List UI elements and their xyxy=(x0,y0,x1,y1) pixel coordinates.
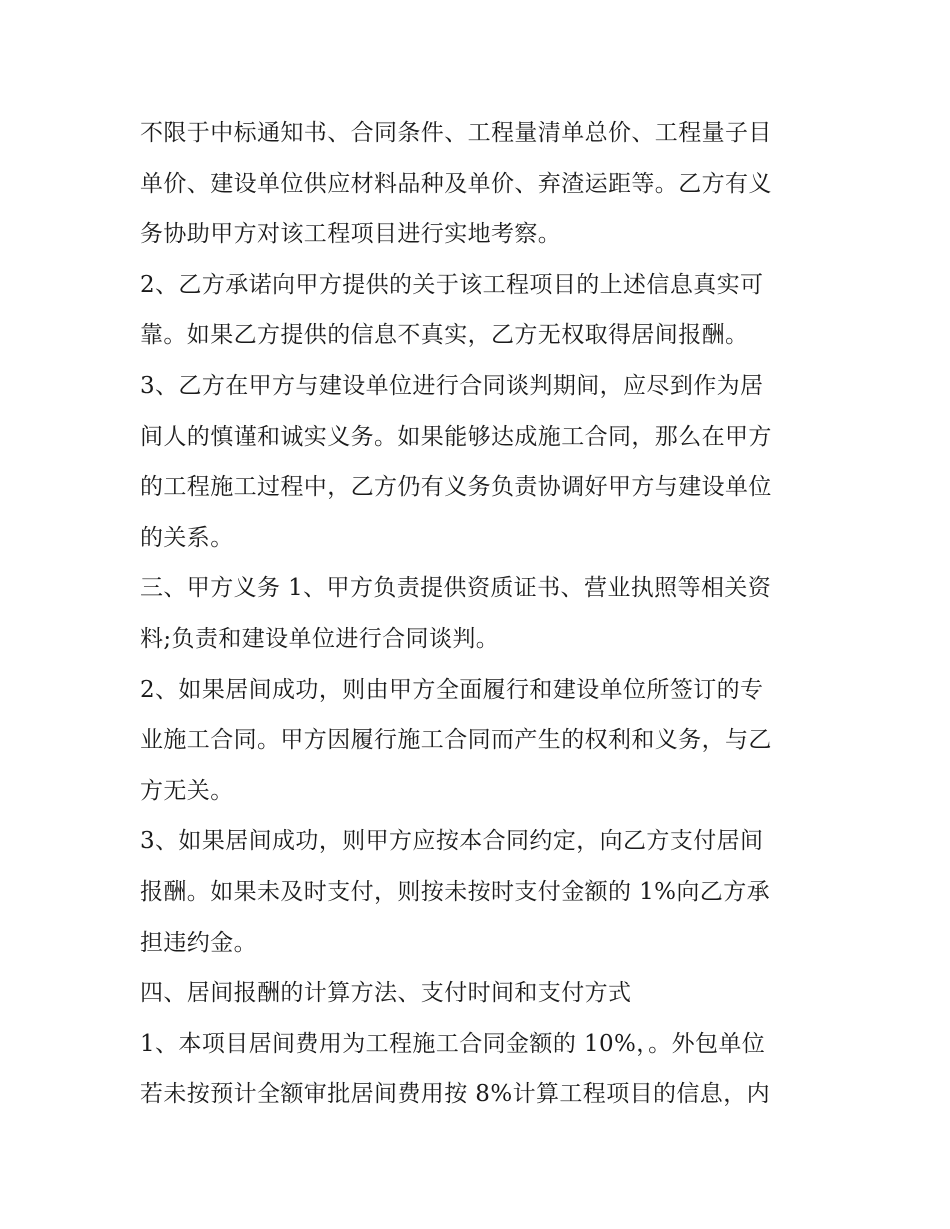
section-heading-line: 三、甲方义务 1、甲方负责提供资质证书、营业执照等相关资 xyxy=(140,575,772,602)
text-line: 2、如果居间成功，则由甲方全面履行和建设单位所签订的专 xyxy=(140,676,764,703)
text-line: 若未按预计全额审批居间费用按 8%计算工程项目的信息，内 xyxy=(140,1081,770,1108)
contract-body-text xyxy=(140,108,820,1120)
section-heading-line: 四、居间报酬的计算方法、支付时间和支付方式 xyxy=(140,980,632,1007)
text-line: 的工程施工过程中，乙方仍有义务负责协调好甲方与建设单位 xyxy=(140,474,772,501)
text-line: 不限于中标通知书、合同条件、工程量清单总价、工程量子目 xyxy=(140,120,772,146)
text-line: 3、如果居间成功，则甲方应按本合同约定，向乙方支付居间 xyxy=(140,828,764,855)
text-line: 单价、建设单位供应材料品种及单价、弃渣运距等。乙方有义 xyxy=(140,170,772,197)
text-line: 3、乙方在甲方与建设单位进行合同谈判期间，应尽到作为居 xyxy=(140,372,764,399)
text-line: 间人的慎谨和诚实义务。如果能够达成施工合同，那么在甲方 xyxy=(140,423,772,450)
text-line: 1、本项目居间费用为工程施工合同金额的 10%，。外包单位 xyxy=(140,1030,766,1057)
text-line: 靠。如果乙方提供的信息不真实，乙方无权取得居间报酬。 xyxy=(140,322,749,349)
text-line: 业施工合同。甲方因履行施工合同而产生的权利和义务，与乙 xyxy=(140,727,772,754)
text-line: 担违约金。 xyxy=(140,929,257,956)
text-line: 务协助甲方对该工程项目进行实地考察。 xyxy=(140,221,562,248)
text-line: 方无关。 xyxy=(140,777,234,804)
text-line: 报酬。如果未及时支付，则按未按时支付金额的 1%向乙方承 xyxy=(140,878,770,905)
text-line: 的关系。 xyxy=(140,524,234,551)
text-line: 2、乙方承诺向甲方提供的关于该工程项目的上述信息真实可 xyxy=(140,271,764,298)
text-line: 料;负责和建设单位进行合同谈判。 xyxy=(140,625,500,652)
